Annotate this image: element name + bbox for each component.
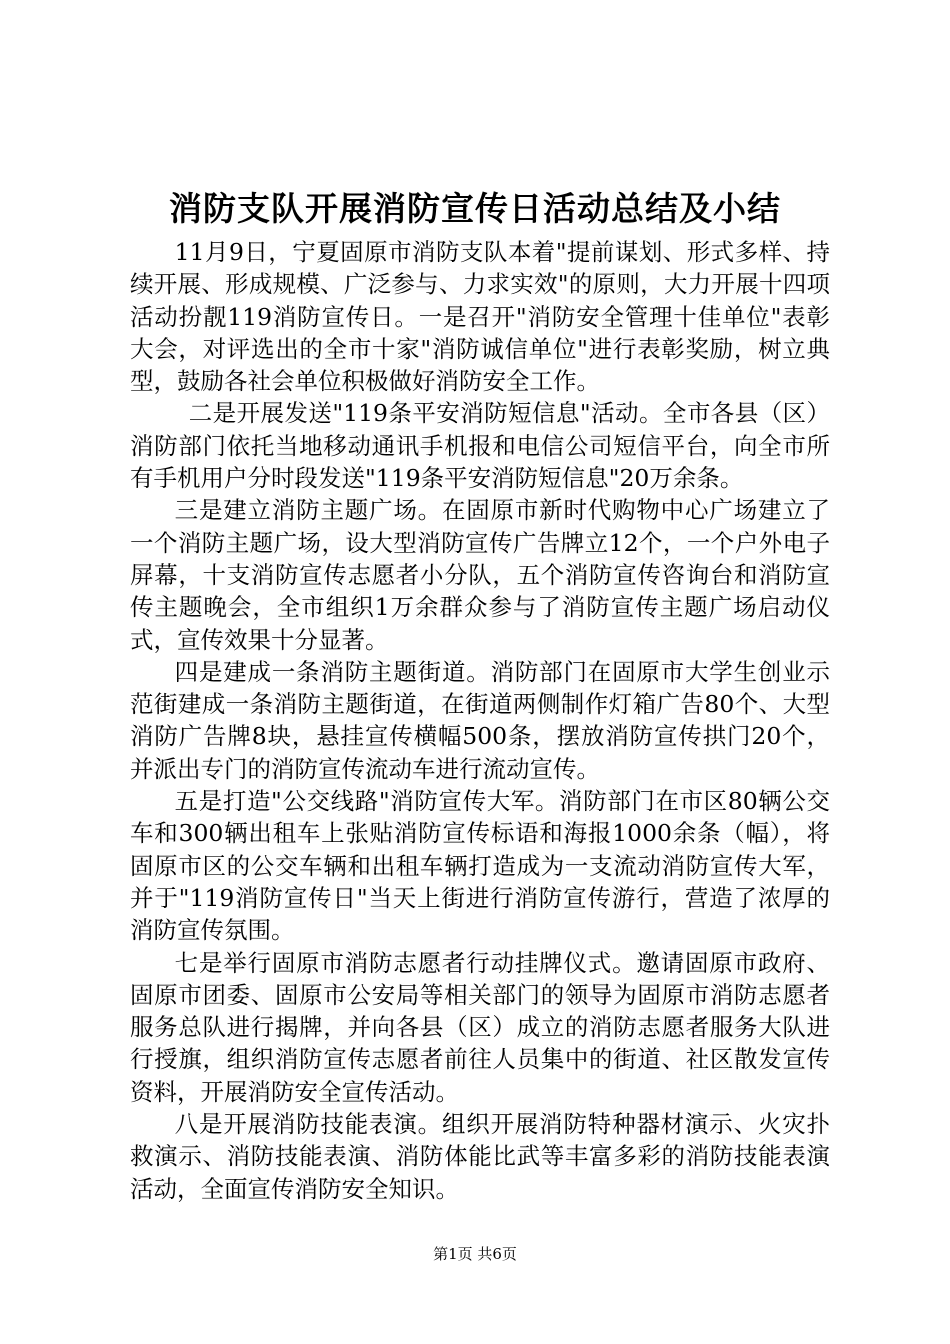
paragraph-1: 11月9日，宁夏固原市消防支队本着"提前谋划、形式多样、持续开展、形成规模、广泛参与、力求实效"的原则，大力开展十四项活动扮靓119消防宣传日。一是召开"消防安全管理十佳单位"表彰大会，对评选出的全市十家"消防诚信单位"进行表彰奖励，树立典型，鼓励各社会单位积极做好消防安全工作。 (130, 238, 830, 396)
document-title: 消防支队开展消防宣传日活动总结及小结 (169, 189, 781, 228)
paragraph-7: 八是开展消防技能表演。组织开展消防特种器材演示、火灾扑救演示、消防技能表演、消防体能比武等丰富多彩的消防技能表演活动，全面宣传消防安全知识。 (130, 1110, 830, 1203)
paragraph-3: 三是建立消防主题广场。在固原市新时代购物中心广场建立了一个消防主题广场，设大型消防宣传广告牌立12个，一个户外电子屏幕，十支消防宣传志愿者小分队，五个消防宣传咨询台和消防宣传主题晚会，全市组织1万余群众参与了消防宣传主题广场启动仪式，宣传效果十分显著。 (130, 496, 830, 654)
page-number-footer: 第1页 共6页 (433, 1245, 517, 1263)
paragraph-2: 二是开展发送"119条平安消防短信息"活动。全市各县（区）消防部门依托当地移动通讯手机报和电信公司短信平台，向全市所有手机用户分时段发送"119条平安消防短信息"20万余条。 (130, 399, 830, 493)
document-body (130, 236, 830, 1205)
paragraph-4: 四是建成一条消防主题街道。消防部门在固原市大学生创业示范街建成一条消防主题街道，在街道两侧制作灯箱广告80个、大型消防广告牌8块，悬挂宣传横幅500条，摆放消防宣传拱门20个，并派出专门的消防宣传流动车进行流动宣传。 (130, 657, 830, 783)
paragraph-5: 五是打造"公交线路"消防宣传大军。消防部门在市区80辆公交车和300辆出租车上张贴消防宣传标语和海报1000余条（幅），将固原市区的公交车辆和出租车辆打造成为一支流动消防宣传大军，并于"119消防宣传日"当天上街进行消防宣传游行，营造了浓厚的消防宣传氛围。 (130, 787, 830, 945)
paragraph-6: 七是举行固原市消防志愿者行动挂牌仪式。邀请固原市政府、固原市团委、固原市公安局等相关部门的领导为固原市消防志愿者服务总队进行揭牌，并向各县（区）成立的消防志愿者服务大队进行授旗，组织消防宣传志愿者前往人员集中的街道、社区散发宣传资料，开展消防安全宣传活动。 (130, 948, 830, 1106)
